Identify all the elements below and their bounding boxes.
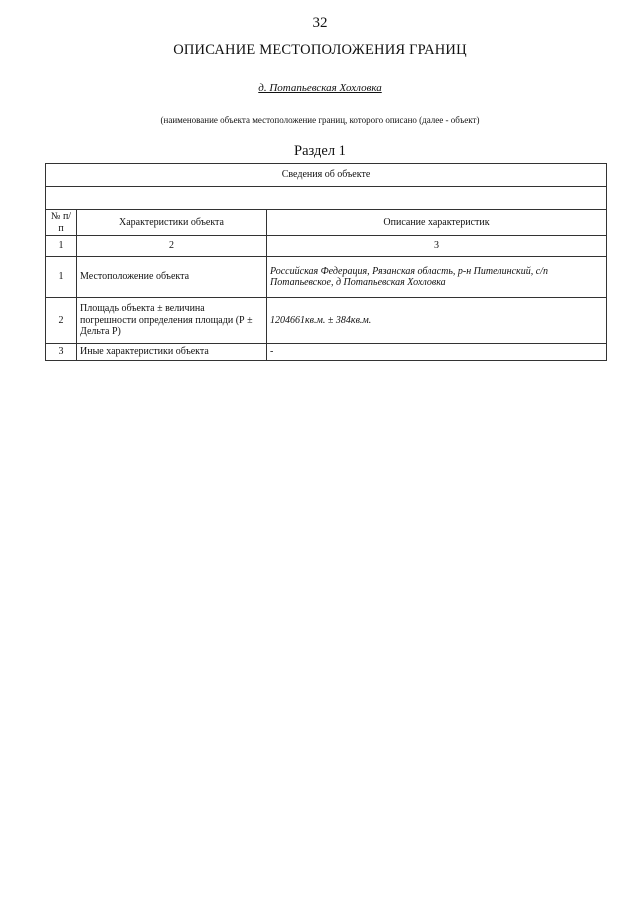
page-number: 32 <box>312 15 328 31</box>
table-row <box>46 344 607 361</box>
column-header-description: Описание характеристик <box>267 210 607 236</box>
table-row <box>46 257 607 298</box>
column-header-characteristic: Характеристики объекта <box>77 210 267 236</box>
row-description: Российская Федерация, Рязанская область, р-н Пителинский, с/п Потапьевское, д Потапьевская Хохловка <box>267 257 607 298</box>
table-empty-row <box>46 187 607 210</box>
document-title: ОПИСАНИЕ МЕСТОПОЛОЖЕНИЯ ГРАНИЦ <box>173 42 467 58</box>
object-info-table <box>45 163 607 361</box>
table-heading-row <box>46 164 607 187</box>
object-caption: (наименование объекта местоположение границ, которого описано (далее - объект) <box>160 115 480 125</box>
row-characteristic: Иные характеристики объекта <box>77 344 267 361</box>
row-num: 2 <box>46 298 77 344</box>
column-number-row <box>46 236 607 257</box>
object-name <box>0 82 640 94</box>
table-row <box>46 298 607 344</box>
row-characteristic: Площадь объекта ± величина погрешности определения площади (Р ± Дельта Р) <box>77 298 267 344</box>
column-header-row <box>46 210 607 236</box>
empty-cell <box>46 187 607 210</box>
row-description: - <box>267 344 607 361</box>
row-num: 3 <box>46 344 77 361</box>
column-number-2: 2 <box>77 236 267 257</box>
section-title: Раздел 1 <box>294 143 346 159</box>
column-header-num: № п/п <box>46 210 77 236</box>
object-name-text: д. Потапьевская Хохловка <box>258 82 382 94</box>
column-number-1: 1 <box>46 236 77 257</box>
column-number-3: 3 <box>267 236 607 257</box>
row-num: 1 <box>46 257 77 298</box>
table-heading: Сведения об объекте <box>46 164 607 187</box>
row-characteristic: Местоположение объекта <box>77 257 267 298</box>
row-description: 1204661кв.м. ± 384кв.м. <box>267 298 607 344</box>
